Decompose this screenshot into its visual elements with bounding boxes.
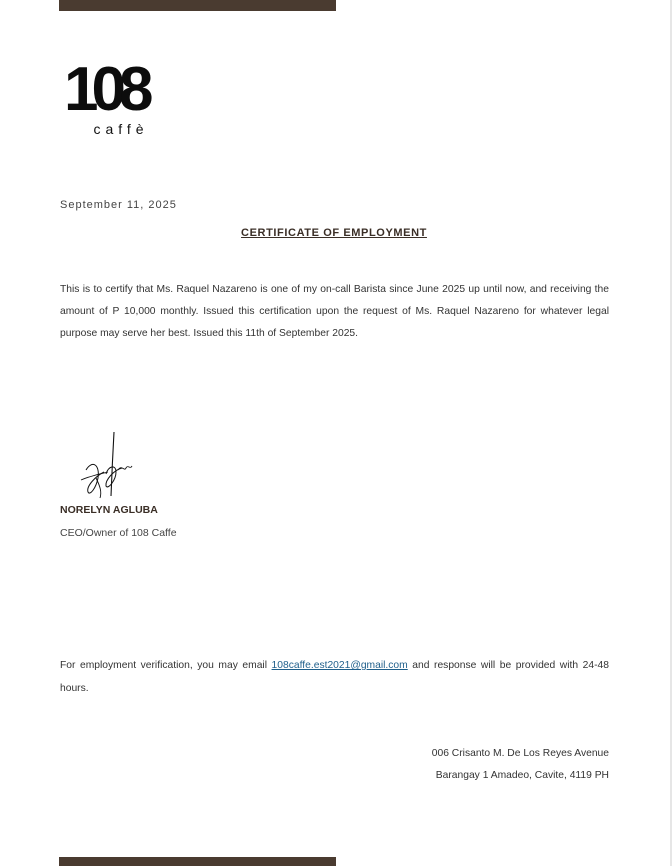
top-accent-bar [59,0,336,11]
certificate-body: This is to certify that Ms. Raquel Nazareno is one of my on-call Barista since June 2025 up until now, and receiving the amount of P 10,000 monthly. Issued this certification upon the request of Ms. Raquel Nazareno for whatever legal purpose may serve her best. Issued this 11th of September 2025. [60,284,609,339]
company-address [432,743,609,787]
letter-date: September 11, 2025 [60,199,177,211]
document-heading: CERTIFICATE OF EMPLOYMENT [241,227,427,239]
signer-name: NORELYN AGLUBA [60,504,158,516]
verification-prefix: For employment verification, you may email [60,660,272,671]
verification-email-link[interactable]: 108caffe.est2021@gmail.com [271,660,408,671]
logo-number: 108 [64,55,147,124]
verification-note [60,654,609,700]
bottom-accent-bar [59,857,336,866]
logo-subtitle: caffè [93,121,149,137]
signature-icon [78,430,136,500]
address-line-2: Barangay 1 Amadeo, Cavite, 4119 PH [435,770,609,781]
signer-title: CEO/Owner of 108 Caffe [60,527,177,539]
address-line-1: 006 Crisanto M. De Los Reyes Avenue [431,748,609,759]
verification-suffix: and response will be provided with 24-48 hours. [60,660,609,694]
